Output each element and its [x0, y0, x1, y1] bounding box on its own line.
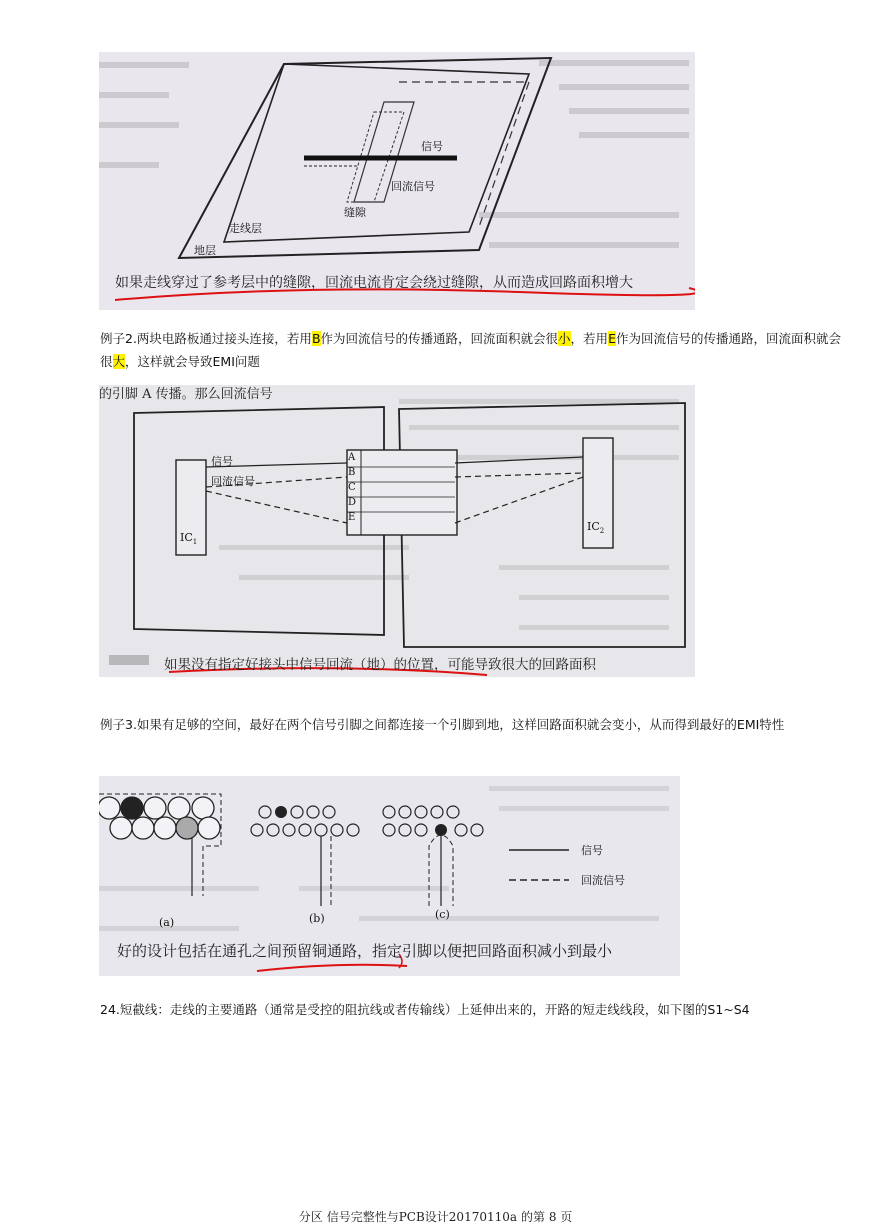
connector-pin-d: D: [348, 497, 357, 508]
ic2-label: [587, 520, 604, 535]
example2-text-5: ，这样就会导致EMI问题: [125, 354, 260, 369]
footer-page: 的第 8 页: [521, 1210, 573, 1224]
figure1-signal-label: 信号: [421, 140, 443, 153]
example3-paragraph: 例子3.如果有足够的空间，最好在两个信号引脚之间都连接一个引脚到地，这样回路面积就会变小，从而得到最好的EMI特性: [100, 717, 785, 732]
ic1-label: [180, 531, 197, 546]
ic1-text: IC: [180, 531, 193, 544]
figure2-top-text: 的引脚 A 传播。那么回流信号: [99, 387, 273, 402]
ic1-subscript: 1: [192, 538, 198, 547]
example2-text-3: ，若用: [570, 331, 609, 346]
footer-doc-title: 信号完整性与PCB设计20170110a: [326, 1210, 518, 1224]
connector-pin-e: E: [348, 512, 356, 523]
example2-paragraph: [100, 327, 850, 373]
page-footer: [0, 1208, 871, 1225]
figure3-label-c: (c): [435, 908, 450, 921]
figure3-legend-return: 回流信号: [581, 874, 625, 887]
connector-pin-b: B: [348, 467, 356, 478]
example2-highlight-large: 大: [112, 354, 126, 369]
figure1-trace-layer-label: 走线层: [229, 222, 262, 235]
figure1-ground-layer-label: 地层: [194, 244, 216, 257]
figure3-caption: [117, 940, 612, 961]
ic2-subscript: 2: [599, 527, 605, 536]
example2-text-2: 作为回流信号的传播通路，回流面积就会很: [320, 331, 559, 346]
figure3-label-a: (a): [159, 916, 175, 929]
figure1-caption: 如果走线穿过了参考层中的缝隙，回流电流肯定会绕过缝隙，从而造成回路面积增大: [115, 275, 633, 291]
example2-highlight-e: E: [608, 331, 616, 346]
figure2-signal-label: 信号: [211, 455, 233, 468]
example2-highlight-small: 小: [558, 331, 571, 346]
ic2-text: IC: [587, 520, 600, 533]
figure-slot-in-plane: [99, 52, 695, 310]
figure2-return-label: 回流信号: [211, 475, 255, 488]
connector-pin-c: C: [348, 482, 356, 493]
figure3-legend-signal: 信号: [581, 844, 603, 857]
figure-connector-boards: [99, 385, 695, 677]
footer-prefix: 分区: [298, 1210, 323, 1224]
example2-text-4: 作为回流信号的传播通路，回流面积就会很: [100, 331, 841, 369]
example2-highlight-b: B: [311, 331, 321, 346]
example2-text-1: 例子2.两块电路板通过接头连接，若用: [100, 331, 312, 346]
figure1-gap-label: 缝隙: [344, 206, 366, 219]
connector-pin-a: A: [348, 452, 356, 463]
figure2-caption: 如果没有指定好接头中信号回流（地）的位置，可能导致很大的回路面积: [164, 657, 596, 673]
figure1-return-label: 回流信号: [391, 180, 435, 193]
figure3-caption-rest: 指定引脚以便把回路面积减小到最小: [372, 942, 613, 960]
figure3-caption-underlined: 好的设计包括在通孔之间预留铜通路，: [117, 942, 373, 960]
figure-pin-arrangements: [99, 776, 680, 976]
figure3-label-b: (b): [309, 912, 325, 925]
item24-paragraph: 24.短截线：走线的主要通路（通常是受控的阻抗线或者传输线）上延伸出来的，开路的短走线线段，如下图的S1~S4: [100, 1002, 750, 1017]
